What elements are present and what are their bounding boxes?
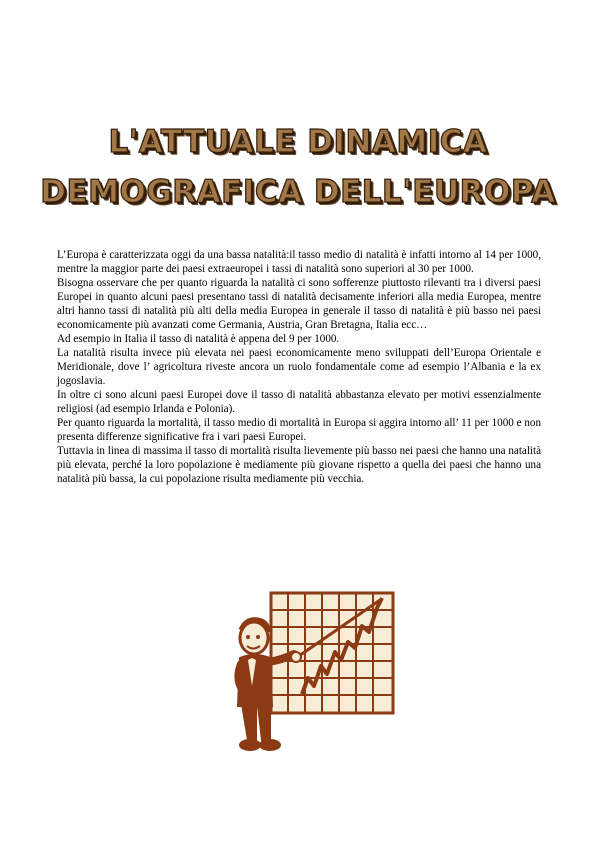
paragraph: Per quanto riguarda la mortalità, il tasso medio di mortalità in Europa si aggira intorno all’ 11 per 1000 e non presenta differenze significative fra i vari paesi Europei. — [57, 417, 541, 443]
title-line-2: DEMOGRAFICA DELL'EUROPA — [40, 174, 556, 210]
body-text — [57, 248, 541, 486]
title-line-1: L'ATTUALE DINAMICA — [108, 124, 488, 160]
paragraph: Tuttavia in linea di massima il tasso di mortalità risulta lievemente più basso nei paesi che hanno una natalità più elevata, perché la loro popolazione è mediamente più giovane rispetto a quella dei paesi che hanno una natalità più bassa, la cui popolazione risulta mediamente più vecchia. — [57, 445, 541, 485]
paragraph: Ad esempio in Italia il tasso di natalità è appena del 9 per 1000. — [57, 333, 340, 345]
paragraph: Bisogna osservare che per quanto riguarda la natalità ci sono sofferenze piuttosto rilevanti tra i diversi paesi Europei in quanto alcuni paesi presentano tassi di natalità decisamente inferiori alla media Europea, mentre altri hanno tassi di natalità più alti della media Europea in generale il tasso di natalità è più basso nei paesi economicamente più avanzati come Germania, Austria, Gran Bretagna, Italia ecc… — [57, 277, 541, 331]
paragraph: L’Europa è caratterizzata oggi da una bassa natalità:il tasso medio di natalità è infatti intorno al 14 per 1000, mentre la maggior parte dei paesi extraeuropei i tassi di natalità sono superiori al 30 per 1000. — [57, 249, 541, 275]
paragraph: In oltre ci sono alcuni paesi Europei dove il tasso di natalità abbastanza elevato per motivi essenzialmente religiosi (ad esempio Irlanda e Polonia). — [57, 389, 541, 415]
man-pointing-at-rising-chart-icon — [228, 590, 403, 765]
paragraph: La natalità risulta invece più elevata nei paesi economicamente meno sviluppati dell’Europa Orientale e Meridionale, dove l’ agricoltura riveste ancora un ruolo fondamentale come ad esempio l’Albania e la ex jogoslavia. — [57, 347, 541, 387]
